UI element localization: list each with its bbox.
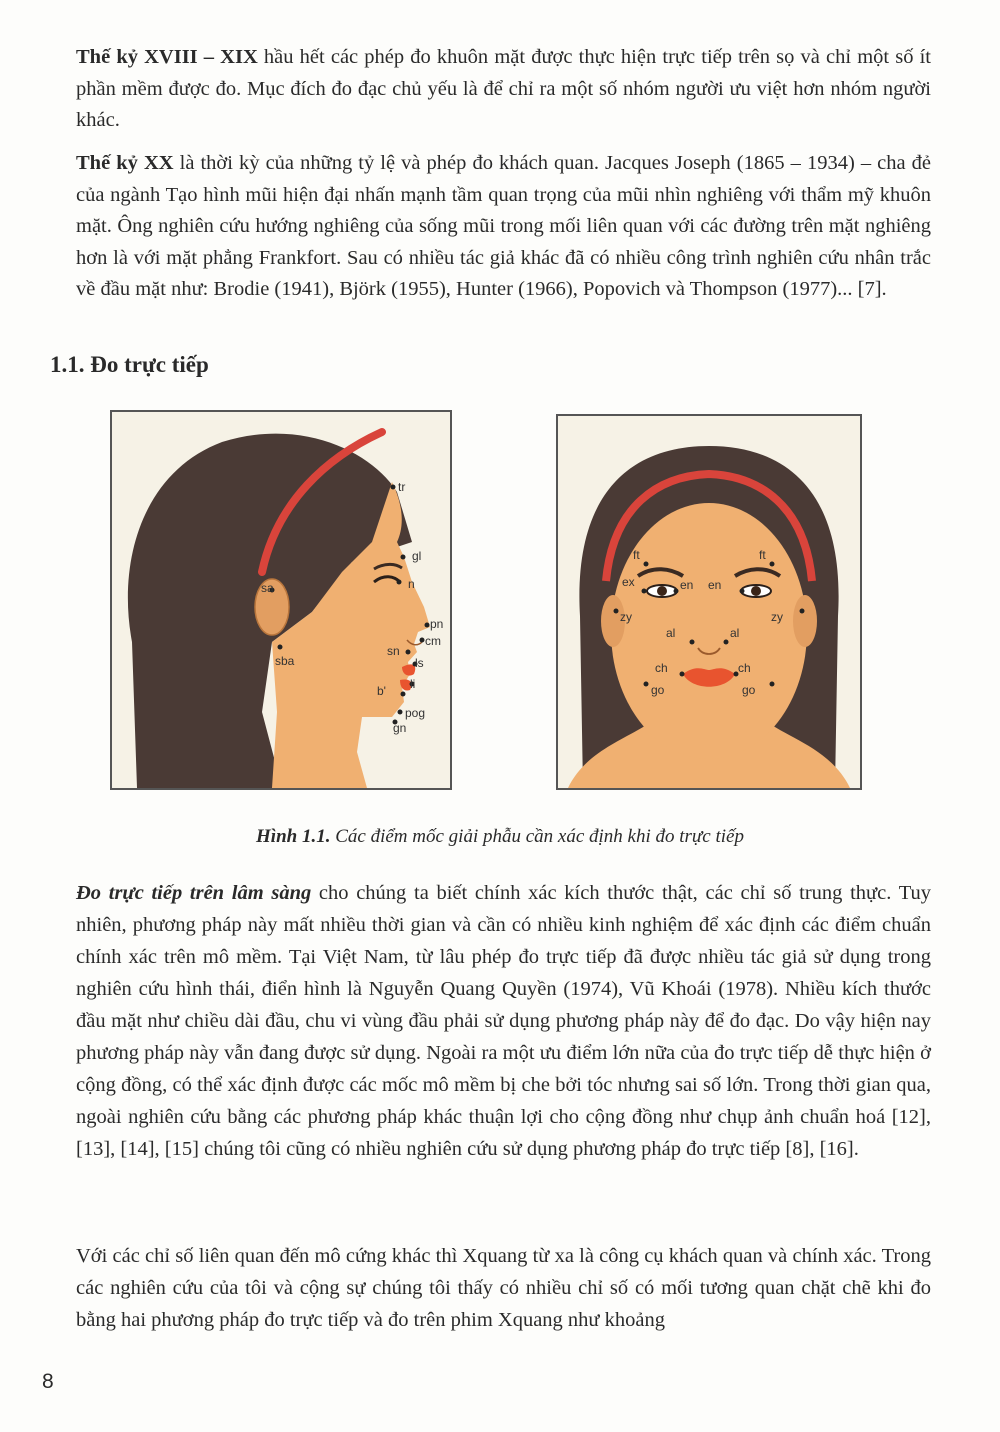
- label-pog: pog: [405, 706, 426, 720]
- paragraph-3: [76, 877, 931, 1165]
- page-number: 8: [42, 1370, 54, 1393]
- label-ft-right: ft: [759, 548, 766, 562]
- caption-text: Các điểm mốc giải phẫu cần xác định khi đo trực tiếp: [330, 826, 744, 847]
- paragraph-4: [76, 1240, 931, 1336]
- label-pn: pn: [430, 617, 444, 631]
- profile-illustration: [112, 412, 450, 788]
- label-ft-left: ft: [633, 548, 640, 562]
- figure-caption: [0, 826, 1000, 848]
- paragraph-1-lead: Thế kỷ XVIII – XIX: [76, 46, 258, 68]
- label-ch-right: ch: [738, 661, 751, 675]
- label-tr: tr: [398, 480, 406, 494]
- label-gn: gn: [393, 721, 407, 735]
- label-gl: gl: [412, 549, 422, 563]
- paragraph-4-text: Với các chỉ số liên quan đến mô cứng khác thì Xquang từ xa là công cụ khách quan và chính xác. Trong các nghiên cứu của tôi và cộng sự chúng tôi thấy có nhiều chỉ số có mối tương quan chặt chẽ khi đo bằng hai phương pháp đo trực tiếp và đo trên phim Xquang như khoảng: [76, 1245, 931, 1331]
- label-sn: sn: [387, 644, 400, 658]
- figure-profile: [110, 410, 452, 790]
- label-go-right: go: [742, 683, 756, 697]
- label-go-left: go: [651, 683, 665, 697]
- paragraph-1-text: hầu hết các phép đo khuôn mặt được thực hiện trực tiếp trên sọ và chỉ một số ít phần mềm được đo. Mục đích đo đạc chủ yếu là để chỉ ra một số nhóm người ưu việt hơn nhóm người khác.: [76, 46, 931, 131]
- label-zy-left: zy: [620, 610, 632, 624]
- paragraph-1: [76, 42, 931, 137]
- caption-label: Hình 1.1.: [256, 826, 331, 847]
- label-cm: cm: [425, 634, 441, 648]
- paragraph-2-lead: Thế kỷ XX: [76, 152, 174, 174]
- paragraph-3-lead: Đo trực tiếp trên lâm sàng: [76, 882, 312, 904]
- label-al-left: al: [666, 626, 676, 640]
- label-en-left: en: [680, 578, 694, 592]
- section-heading: 1.1. Đo trực tiếp: [50, 352, 209, 377]
- label-sba: sba: [275, 654, 295, 668]
- label-li: li: [410, 677, 416, 691]
- label-b: b': [377, 684, 386, 698]
- label-n: n: [408, 577, 415, 591]
- label-zy-right: zy: [771, 610, 783, 624]
- paragraph-2: [76, 148, 931, 306]
- label-en-right: en: [708, 578, 722, 592]
- paragraph-2-text: là thời kỳ của những tỷ lệ và phép đo khách quan. Jacques Joseph (1865 – 1934) – cha đẻ của ngành Tạo hình mũi hiện đại nhấn mạnh tầm quan trọng của mũi nhìn nghiêng với thẩm mỹ khuôn mặt. Ông nghiên cứu hướng nghiêng của sống mũi trong mối liên quan với các đường trên mặt nghiêng hơn là với mặt phẳng Frankfort. Sau có nhiều tác giả khác đã có nhiều công trình nghiên cứu nhân trắc về đầu mặt như: Brodie (1941), Björk (1955), Hunter (1966), Popovich và Thompson (1977)... [7].: [76, 152, 931, 300]
- label-ls: ls: [415, 656, 424, 670]
- label-sa: sa: [261, 581, 274, 595]
- paragraph-3-text: cho chúng ta biết chính xác kích thước thật, các chỉ số trung thực. Tuy nhiên, phương pháp này mất nhiều thời gian và cần có nhiều kinh nghiệm để xác định các điểm chuẩn chính xác trên mô mềm. Tại Việt Nam, từ lâu phép đo trực tiếp đã được nhiều tác giả sử dụng trong nghiên cứu hình thái, điển hình là Nguyễn Quang Quyền (1974), Vũ Khoái (1978). Nhiều kích thước đầu mặt như chiều dài đầu, chu vi vùng đầu phải sử dụng phương pháp này để đo đạc. Do vậy hiện nay phương pháp này vẫn đang được sử dụng. Ngoài ra một ưu điểm lớn nữa của đo trực tiếp dễ thực hiện ở cộng đồng, có thể xác định được các mốc mô mềm bị che bởi tóc nhưng sai số lớn. Trong thời gian qua, ngoài nghiên cứu bằng các phương pháp khác thuận lợi cho cộng đồng như chụp ảnh chuẩn hoá [12], [13], [14], [15] chúng tôi cũng có nhiều nghiên cứu sử dụng phương pháp đo trực tiếp [8], [16].: [76, 882, 931, 1160]
- figure-front: [556, 414, 862, 790]
- front-illustration: [558, 416, 860, 788]
- label-ex: ex: [622, 575, 635, 589]
- label-al-right: al: [730, 626, 740, 640]
- label-ch-left: ch: [655, 661, 668, 675]
